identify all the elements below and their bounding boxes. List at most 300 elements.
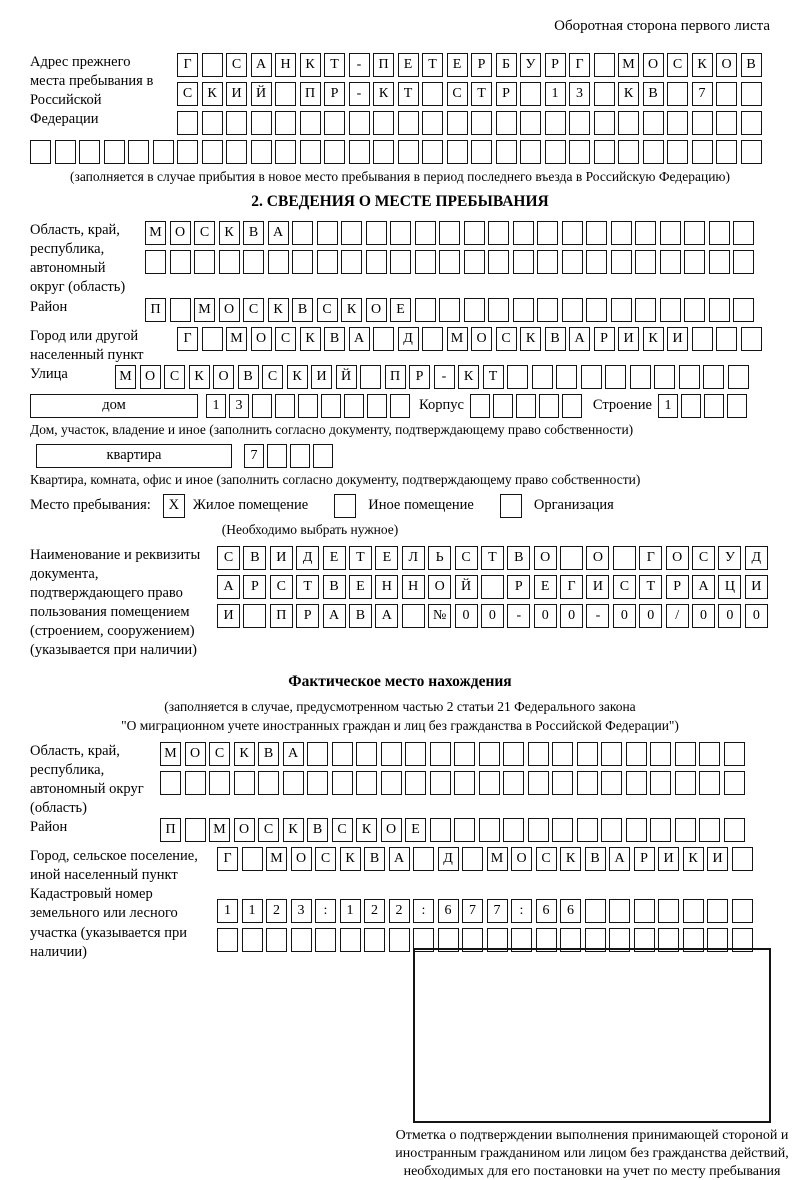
char-cell bbox=[536, 928, 557, 952]
char-cell: Т bbox=[422, 53, 443, 77]
char-cell: 1 bbox=[658, 394, 678, 418]
char-cell bbox=[513, 221, 534, 245]
char-cell bbox=[650, 818, 671, 842]
char-cell: 1 bbox=[217, 899, 238, 923]
char-cell: : bbox=[315, 899, 336, 923]
char-cell: 0 bbox=[481, 604, 504, 628]
char-cell: : bbox=[511, 899, 532, 923]
char-cell: В bbox=[643, 82, 664, 106]
char-cell: А bbox=[323, 604, 346, 628]
char-cell bbox=[707, 899, 728, 923]
char-cell bbox=[732, 928, 753, 952]
char-cell bbox=[479, 742, 500, 766]
char-cell: А bbox=[268, 221, 289, 245]
char-cell: 6 bbox=[560, 899, 581, 923]
char-cell bbox=[487, 928, 508, 952]
char-cell bbox=[496, 111, 517, 135]
char-cell bbox=[733, 221, 754, 245]
char-cell: Ь bbox=[428, 546, 451, 570]
char-cell: М bbox=[160, 742, 181, 766]
char-cell bbox=[373, 111, 394, 135]
char-cell bbox=[471, 111, 492, 135]
char-cell: О bbox=[643, 53, 664, 77]
char-cell bbox=[341, 250, 362, 274]
char-cell bbox=[562, 221, 583, 245]
char-cell bbox=[562, 250, 583, 274]
char-cell: 1 bbox=[545, 82, 566, 106]
char-cell bbox=[577, 742, 598, 766]
char-cell: У bbox=[718, 546, 741, 570]
char-cell: № bbox=[428, 604, 451, 628]
char-cell bbox=[520, 111, 541, 135]
char-cell bbox=[594, 111, 615, 135]
char-cell: П bbox=[385, 365, 406, 389]
char-cell: Й bbox=[251, 82, 272, 106]
char-cell: Р bbox=[324, 82, 345, 106]
char-cell bbox=[462, 847, 483, 871]
char-cell bbox=[496, 140, 517, 164]
char-cell bbox=[300, 140, 321, 164]
char-cell bbox=[79, 140, 100, 164]
char-cell: 2 bbox=[266, 899, 287, 923]
char-cell bbox=[520, 140, 541, 164]
char-cell bbox=[511, 928, 532, 952]
doc-row-2 bbox=[217, 575, 771, 599]
char-cell bbox=[390, 221, 411, 245]
fact-oblast-label: Область, край, республика, автономный округ (область) bbox=[30, 742, 144, 816]
char-cell bbox=[611, 221, 632, 245]
char-cell bbox=[202, 53, 223, 77]
char-cell bbox=[30, 140, 51, 164]
char-cell: К bbox=[373, 82, 394, 106]
char-cell: К bbox=[692, 53, 713, 77]
char-cell: Р bbox=[409, 365, 430, 389]
char-cell: К bbox=[643, 327, 664, 351]
char-cell: О bbox=[140, 365, 161, 389]
char-cell bbox=[344, 394, 364, 418]
char-cell bbox=[507, 365, 528, 389]
char-cell bbox=[609, 928, 630, 952]
char-cell bbox=[679, 365, 700, 389]
char-cell bbox=[324, 111, 345, 135]
char-cell: И bbox=[270, 546, 293, 570]
char-cell: О bbox=[666, 546, 689, 570]
char-cell: М bbox=[194, 298, 215, 322]
kvartira-cells bbox=[244, 444, 336, 468]
kadastr-row-2 bbox=[217, 928, 756, 952]
char-cell bbox=[545, 140, 566, 164]
fact-gorod-label: Город, сельское поселение, иной населенный пункт bbox=[30, 848, 198, 884]
char-cell bbox=[528, 818, 549, 842]
char-cell bbox=[716, 140, 737, 164]
char-cell bbox=[699, 818, 720, 842]
char-cell bbox=[275, 111, 296, 135]
char-cell: Е bbox=[375, 546, 398, 570]
char-cell: О bbox=[716, 53, 737, 77]
kadastr-label: Кадастровый номер земельного или лесного участка (указывается при наличии) bbox=[30, 886, 187, 960]
char-cell: И bbox=[667, 327, 688, 351]
char-cell: А bbox=[251, 53, 272, 77]
char-cell: Т bbox=[481, 546, 504, 570]
char-cell bbox=[594, 140, 615, 164]
char-cell bbox=[683, 899, 704, 923]
char-cell bbox=[605, 365, 626, 389]
char-cell bbox=[658, 899, 679, 923]
char-cell bbox=[503, 818, 524, 842]
char-cell: 0 bbox=[745, 604, 768, 628]
char-cell: И bbox=[217, 604, 240, 628]
char-cell bbox=[594, 53, 615, 77]
char-cell: - bbox=[434, 365, 455, 389]
char-cell: А bbox=[349, 327, 370, 351]
char-cell: О bbox=[185, 742, 206, 766]
char-cell bbox=[367, 394, 387, 418]
char-cell: М bbox=[266, 847, 287, 871]
stroenie-cells bbox=[658, 394, 750, 418]
char-cell: М bbox=[447, 327, 468, 351]
char-cell bbox=[447, 140, 468, 164]
char-cell bbox=[454, 818, 475, 842]
char-cell: - bbox=[507, 604, 530, 628]
char-cell: К bbox=[287, 365, 308, 389]
char-cell bbox=[681, 394, 701, 418]
char-cell bbox=[219, 250, 240, 274]
field-gorod bbox=[30, 327, 770, 365]
char-cell bbox=[667, 82, 688, 106]
char-cell: Р bbox=[666, 575, 689, 599]
char-cell: Н bbox=[402, 575, 425, 599]
char-cell: С bbox=[270, 575, 293, 599]
char-cell bbox=[373, 140, 394, 164]
char-cell bbox=[581, 365, 602, 389]
kvartira-row bbox=[30, 444, 770, 468]
char-cell: 0 bbox=[455, 604, 478, 628]
char-cell bbox=[635, 221, 656, 245]
prev-address-label: Адрес прежнего места пребывания в Российской Федерации bbox=[30, 54, 154, 128]
char-cell bbox=[684, 298, 705, 322]
char-cell bbox=[545, 111, 566, 135]
char-cell: О bbox=[586, 546, 609, 570]
char-cell bbox=[390, 250, 411, 274]
char-cell bbox=[709, 250, 730, 274]
field-doc bbox=[30, 546, 770, 661]
char-cell bbox=[398, 111, 419, 135]
char-cell: Р bbox=[496, 82, 517, 106]
org-label: Организация bbox=[533, 497, 614, 514]
mesto-label: Место пребывания: bbox=[30, 497, 151, 514]
char-cell: П bbox=[270, 604, 293, 628]
char-cell: В bbox=[323, 575, 346, 599]
char-cell: Е bbox=[405, 818, 426, 842]
char-cell: - bbox=[586, 604, 609, 628]
char-cell bbox=[716, 111, 737, 135]
char-cell: Й bbox=[455, 575, 478, 599]
mesto-row bbox=[30, 494, 770, 518]
char-cell bbox=[539, 394, 559, 418]
raion-row bbox=[145, 298, 758, 322]
char-cell bbox=[202, 140, 223, 164]
ulitsa-label: Улица bbox=[30, 365, 68, 382]
field-ulitsa bbox=[30, 365, 770, 394]
char-cell bbox=[481, 575, 504, 599]
char-cell bbox=[488, 221, 509, 245]
char-cell: О bbox=[534, 546, 557, 570]
char-cell bbox=[332, 771, 353, 795]
char-cell: К bbox=[340, 847, 361, 871]
inoe-checkbox bbox=[334, 494, 356, 518]
char-cell: Д bbox=[745, 546, 768, 570]
char-cell bbox=[732, 899, 753, 923]
char-cell: О bbox=[471, 327, 492, 351]
char-cell: Т bbox=[349, 546, 372, 570]
char-cell bbox=[684, 221, 705, 245]
char-cell bbox=[741, 140, 762, 164]
ulitsa-row bbox=[115, 365, 752, 389]
char-cell bbox=[675, 818, 696, 842]
char-cell bbox=[654, 365, 675, 389]
char-cell bbox=[153, 140, 174, 164]
confirmation-mark-box bbox=[413, 948, 771, 1123]
char-cell bbox=[703, 365, 724, 389]
char-cell: К bbox=[356, 818, 377, 842]
char-cell bbox=[724, 771, 745, 795]
char-cell: 7 bbox=[692, 82, 713, 106]
char-cell: Н bbox=[275, 53, 296, 77]
char-cell: В bbox=[349, 604, 372, 628]
char-cell: В bbox=[243, 546, 266, 570]
char-cell: О bbox=[251, 327, 272, 351]
dom-note: Дом, участок, владение и иное (заполнить согласно документу, подтверждающему право собственности) bbox=[30, 421, 634, 437]
char-cell: В bbox=[258, 742, 279, 766]
char-cell bbox=[667, 140, 688, 164]
char-cell bbox=[313, 444, 333, 468]
kadastr-row-1 bbox=[217, 899, 756, 923]
char-cell: Т bbox=[324, 53, 345, 77]
char-cell: С bbox=[258, 818, 279, 842]
char-cell bbox=[634, 928, 655, 952]
char-cell: Й bbox=[336, 365, 357, 389]
char-cell: Д bbox=[438, 847, 459, 871]
char-cell bbox=[513, 250, 534, 274]
char-cell bbox=[243, 604, 266, 628]
char-cell bbox=[709, 221, 730, 245]
zhiloe-checkbox: X bbox=[163, 494, 185, 518]
char-cell bbox=[413, 928, 434, 952]
char-cell bbox=[675, 771, 696, 795]
char-cell: А bbox=[569, 327, 590, 351]
char-cell bbox=[251, 111, 272, 135]
field-fact-oblast bbox=[30, 742, 770, 819]
dom-cells bbox=[206, 394, 413, 418]
char-cell: И bbox=[618, 327, 639, 351]
char-cell: Т bbox=[639, 575, 662, 599]
char-cell bbox=[692, 111, 713, 135]
char-cell bbox=[470, 394, 490, 418]
page-side-note: Оборотная сторона первого листа bbox=[554, 18, 770, 34]
char-cell bbox=[266, 928, 287, 952]
char-cell: Р bbox=[545, 53, 566, 77]
char-cell bbox=[716, 82, 737, 106]
char-cell bbox=[356, 771, 377, 795]
char-cell bbox=[439, 298, 460, 322]
char-cell: Т bbox=[398, 82, 419, 106]
char-cell: К bbox=[618, 82, 639, 106]
char-cell: 2 bbox=[389, 899, 410, 923]
char-cell: Р bbox=[243, 575, 266, 599]
char-cell: Г bbox=[217, 847, 238, 871]
char-cell bbox=[520, 82, 541, 106]
char-cell bbox=[275, 140, 296, 164]
char-cell: 6 bbox=[438, 899, 459, 923]
char-cell: К bbox=[341, 298, 362, 322]
char-cell bbox=[660, 221, 681, 245]
char-cell bbox=[684, 250, 705, 274]
char-cell bbox=[707, 928, 728, 952]
char-cell bbox=[381, 742, 402, 766]
char-cell: - bbox=[349, 53, 370, 77]
fact-gorod-row bbox=[217, 847, 756, 871]
char-cell: С bbox=[194, 221, 215, 245]
char-cell: С bbox=[315, 847, 336, 871]
char-cell bbox=[307, 771, 328, 795]
prev-address-row-1 bbox=[177, 53, 765, 77]
char-cell: К bbox=[458, 365, 479, 389]
char-cell: И bbox=[311, 365, 332, 389]
char-cell bbox=[275, 394, 295, 418]
char-cell: В bbox=[307, 818, 328, 842]
char-cell: И bbox=[707, 847, 728, 871]
char-cell: В bbox=[324, 327, 345, 351]
char-cell bbox=[577, 771, 598, 795]
char-cell bbox=[728, 365, 749, 389]
char-cell: : bbox=[413, 899, 434, 923]
char-cell bbox=[194, 250, 215, 274]
char-cell bbox=[552, 742, 573, 766]
char-cell bbox=[234, 771, 255, 795]
char-cell bbox=[704, 394, 724, 418]
char-cell bbox=[464, 221, 485, 245]
char-cell: 2 bbox=[364, 899, 385, 923]
kvartira-note: Квартира, комната, офис и иное (заполнить согласно документу, подтверждающему право собственности) bbox=[30, 471, 641, 487]
char-cell: В bbox=[238, 365, 259, 389]
char-cell: С bbox=[613, 575, 636, 599]
char-cell: И bbox=[586, 575, 609, 599]
char-cell: 0 bbox=[718, 604, 741, 628]
char-cell: О bbox=[428, 575, 451, 599]
char-cell bbox=[317, 221, 338, 245]
char-cell bbox=[626, 818, 647, 842]
char-cell bbox=[454, 742, 475, 766]
char-cell bbox=[413, 847, 434, 871]
char-cell: Е bbox=[349, 575, 372, 599]
char-cell: П bbox=[373, 53, 394, 77]
char-cell bbox=[585, 928, 606, 952]
field-fact-raion bbox=[30, 818, 770, 847]
char-cell: К bbox=[300, 53, 321, 77]
dom-box: дом bbox=[30, 394, 198, 418]
char-cell bbox=[145, 250, 166, 274]
char-cell bbox=[528, 771, 549, 795]
char-cell bbox=[405, 771, 426, 795]
korpus-cells bbox=[470, 394, 585, 418]
char-cell: А bbox=[375, 604, 398, 628]
gorod-row bbox=[177, 327, 765, 351]
char-cell bbox=[479, 771, 500, 795]
char-cell: П bbox=[160, 818, 181, 842]
char-cell bbox=[733, 298, 754, 322]
char-cell bbox=[202, 111, 223, 135]
char-cell: Т bbox=[483, 365, 504, 389]
char-cell bbox=[185, 818, 206, 842]
char-cell bbox=[381, 771, 402, 795]
char-cell bbox=[471, 140, 492, 164]
fact-title: Фактическое место нахождения bbox=[288, 672, 512, 690]
char-cell bbox=[298, 394, 318, 418]
char-cell bbox=[537, 250, 558, 274]
stamp-area bbox=[382, 948, 800, 1180]
char-cell: 1 bbox=[340, 899, 361, 923]
char-cell bbox=[422, 111, 443, 135]
char-cell: Е bbox=[398, 53, 419, 77]
char-cell: 1 bbox=[206, 394, 226, 418]
char-cell bbox=[349, 111, 370, 135]
char-cell bbox=[709, 298, 730, 322]
dom-row bbox=[30, 394, 770, 418]
char-cell bbox=[430, 771, 451, 795]
char-cell bbox=[660, 250, 681, 274]
oblast-row-1 bbox=[145, 221, 758, 245]
char-cell: И bbox=[658, 847, 679, 871]
char-cell bbox=[415, 221, 436, 245]
char-cell: С bbox=[455, 546, 478, 570]
char-cell: В bbox=[243, 221, 264, 245]
char-cell: 7 bbox=[487, 899, 508, 923]
stroenie-label: Строение bbox=[592, 397, 652, 414]
char-cell bbox=[537, 298, 558, 322]
char-cell bbox=[242, 928, 263, 952]
char-cell: Р bbox=[471, 53, 492, 77]
field-prev-address bbox=[30, 53, 770, 140]
char-cell: С bbox=[177, 82, 198, 106]
char-cell bbox=[291, 928, 312, 952]
kvartira-box: квартира bbox=[36, 444, 232, 468]
char-cell bbox=[643, 140, 664, 164]
char-cell bbox=[268, 250, 289, 274]
char-cell: К bbox=[520, 327, 541, 351]
char-cell bbox=[422, 140, 443, 164]
char-cell bbox=[635, 298, 656, 322]
char-cell: К bbox=[268, 298, 289, 322]
char-cell: А bbox=[389, 847, 410, 871]
char-cell: Е bbox=[390, 298, 411, 322]
char-cell: Б bbox=[496, 53, 517, 77]
char-cell bbox=[562, 298, 583, 322]
char-cell: К bbox=[560, 847, 581, 871]
char-cell bbox=[630, 365, 651, 389]
char-cell bbox=[438, 928, 459, 952]
char-cell bbox=[699, 742, 720, 766]
char-cell: В bbox=[364, 847, 385, 871]
char-cell: О bbox=[170, 221, 191, 245]
char-cell bbox=[104, 140, 125, 164]
char-cell bbox=[569, 140, 590, 164]
char-cell bbox=[733, 250, 754, 274]
char-cell: Е bbox=[447, 53, 468, 77]
char-cell: М bbox=[115, 365, 136, 389]
char-cell: К bbox=[234, 742, 255, 766]
char-cell: О bbox=[213, 365, 234, 389]
char-cell: С bbox=[447, 82, 468, 106]
